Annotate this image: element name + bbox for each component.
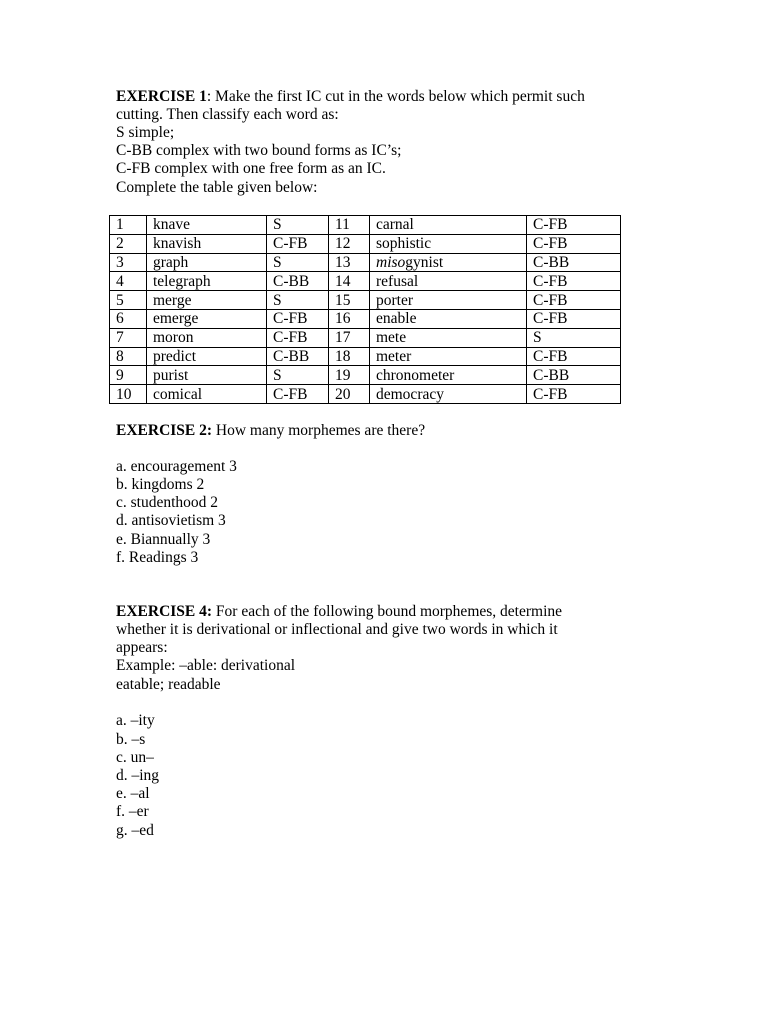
- classification-left: S: [267, 216, 329, 235]
- exercise4-item: e. –al: [116, 785, 150, 802]
- word-left: knave: [147, 216, 267, 235]
- table-row: [110, 328, 621, 347]
- ic-classification-table: [109, 215, 621, 404]
- word-right: meter: [370, 347, 527, 366]
- exercise2-heading: EXERCISE 2:: [116, 422, 213, 439]
- word-left: comical: [147, 385, 267, 404]
- row-number-left: 9: [110, 366, 147, 385]
- classification-left: C-BB: [267, 272, 329, 291]
- exercise2-item: e. Biannually 3: [116, 531, 211, 548]
- classification-right: C-BB: [527, 366, 621, 385]
- row-number-right: 18: [329, 347, 370, 366]
- row-number-right: 14: [329, 272, 370, 291]
- classification-left: S: [267, 253, 329, 272]
- row-number-left: 5: [110, 291, 147, 310]
- row-number-right: 16: [329, 309, 370, 328]
- row-number-left: 8: [110, 347, 147, 366]
- word-left: predict: [147, 347, 267, 366]
- classification-right: C-FB: [527, 272, 621, 291]
- exercise4-example-line1: Example: –able: derivational: [116, 657, 296, 674]
- word-right: democracy: [370, 385, 527, 404]
- table-row: [110, 309, 621, 328]
- exercise4-intro-line1: [116, 603, 562, 621]
- row-number-left: 6: [110, 309, 147, 328]
- row-number-right: 12: [329, 234, 370, 253]
- row-number-right: 20: [329, 385, 370, 404]
- classification-left: S: [267, 291, 329, 310]
- row-number-left: 3: [110, 253, 147, 272]
- word-left: merge: [147, 291, 267, 310]
- exercise1-heading: EXERCISE 1: [116, 88, 207, 105]
- table-row: [110, 272, 621, 291]
- row-number-left: 4: [110, 272, 147, 291]
- exercise2-question: How many morphemes are there?: [212, 422, 426, 439]
- classification-right: C-FB: [527, 385, 621, 404]
- exercise1-intro-text: : Make the first IC cut in the words below which permit such: [206, 88, 585, 105]
- classification-left: C-BB: [267, 347, 329, 366]
- exercise4-item: c. un–: [116, 749, 154, 766]
- word-left: telegraph: [147, 272, 267, 291]
- row-number-left: 2: [110, 234, 147, 253]
- exercise2-item: d. antisovietism 3: [116, 512, 226, 529]
- word-left: purist: [147, 366, 267, 385]
- exercise2-item: a. encouragement 3: [116, 458, 237, 475]
- row-number-right: 17: [329, 328, 370, 347]
- classification-left: S: [267, 366, 329, 385]
- table-row: [110, 385, 621, 404]
- row-number-left: 1: [110, 216, 147, 235]
- row-number-left: 7: [110, 328, 147, 347]
- classification-right: C-FB: [527, 291, 621, 310]
- exercise2-item: b. kingdoms 2: [116, 476, 205, 493]
- exercise4-item: f. –er: [116, 803, 149, 820]
- classification-right: C-FB: [527, 234, 621, 253]
- row-number-right: 15: [329, 291, 370, 310]
- ic-table-body: [110, 216, 621, 404]
- classification-left: C-FB: [267, 328, 329, 347]
- word-right: porter: [370, 291, 527, 310]
- table-row: [110, 291, 621, 310]
- table-row: [110, 234, 621, 253]
- word-right: carnal: [370, 216, 527, 235]
- exercise4-heading: EXERCISE 4:: [116, 603, 213, 620]
- exercise2-item: c. studenthood 2: [116, 494, 219, 511]
- table-row: [110, 347, 621, 366]
- word-right: sophistic: [370, 234, 527, 253]
- exercise4-item: b. –s: [116, 731, 146, 748]
- word-italic-part: miso: [376, 253, 406, 271]
- classification-left: C-FB: [267, 309, 329, 328]
- exercise1-instruction: Complete the table given below:: [116, 179, 318, 196]
- exercise4-item: a. –ity: [116, 712, 155, 729]
- row-number-right: 11: [329, 216, 370, 235]
- word-right: refusal: [370, 272, 527, 291]
- word-right: enable: [370, 309, 527, 328]
- word-right: chronometer: [370, 366, 527, 385]
- exercise1-intro-line2: cutting. Then classify each word as:: [116, 106, 339, 123]
- classification-right: C-FB: [527, 309, 621, 328]
- exercise4-item: d. –ing: [116, 767, 160, 784]
- classification-left: C-FB: [267, 234, 329, 253]
- word-left: moron: [147, 328, 267, 347]
- exercise4-intro-text: For each of the following bound morphemes, determine: [212, 603, 563, 620]
- exercise1-intro-line1: [116, 88, 585, 106]
- classification-left: C-FB: [267, 385, 329, 404]
- word-rest-part: gynist: [405, 253, 444, 271]
- exercise2-question-line: [116, 422, 425, 440]
- word-left: graph: [147, 253, 267, 272]
- classification-right: C-FB: [527, 347, 621, 366]
- word-left: knavish: [147, 234, 267, 253]
- exercise1-class-s: S simple;: [116, 124, 175, 141]
- exercise4-example-line2: eatable; readable: [116, 676, 221, 693]
- word-right: [370, 253, 527, 272]
- row-number-right: 19: [329, 366, 370, 385]
- table-row: [110, 253, 621, 272]
- word-left: emerge: [147, 309, 267, 328]
- exercise4-item: g. –ed: [116, 822, 154, 839]
- exercise4-intro-line3: appears:: [116, 639, 168, 656]
- classification-right: C-FB: [527, 216, 621, 235]
- table-row: [110, 366, 621, 385]
- exercise1-class-cfb: C-FB complex with one free form as an IC.: [116, 160, 386, 177]
- exercise2-item: f. Readings 3: [116, 549, 199, 566]
- row-number-right: 13: [329, 253, 370, 272]
- row-number-left: 10: [110, 385, 147, 404]
- classification-right: S: [527, 328, 621, 347]
- word-right: mete: [370, 328, 527, 347]
- classification-right: C-BB: [527, 253, 621, 272]
- table-row: [110, 216, 621, 235]
- exercise4-intro-line2: whether it is derivational or inflectional and give two words in which it: [116, 621, 558, 638]
- exercise1-class-cbb: C-BB complex with two bound forms as IC’s;: [116, 142, 402, 159]
